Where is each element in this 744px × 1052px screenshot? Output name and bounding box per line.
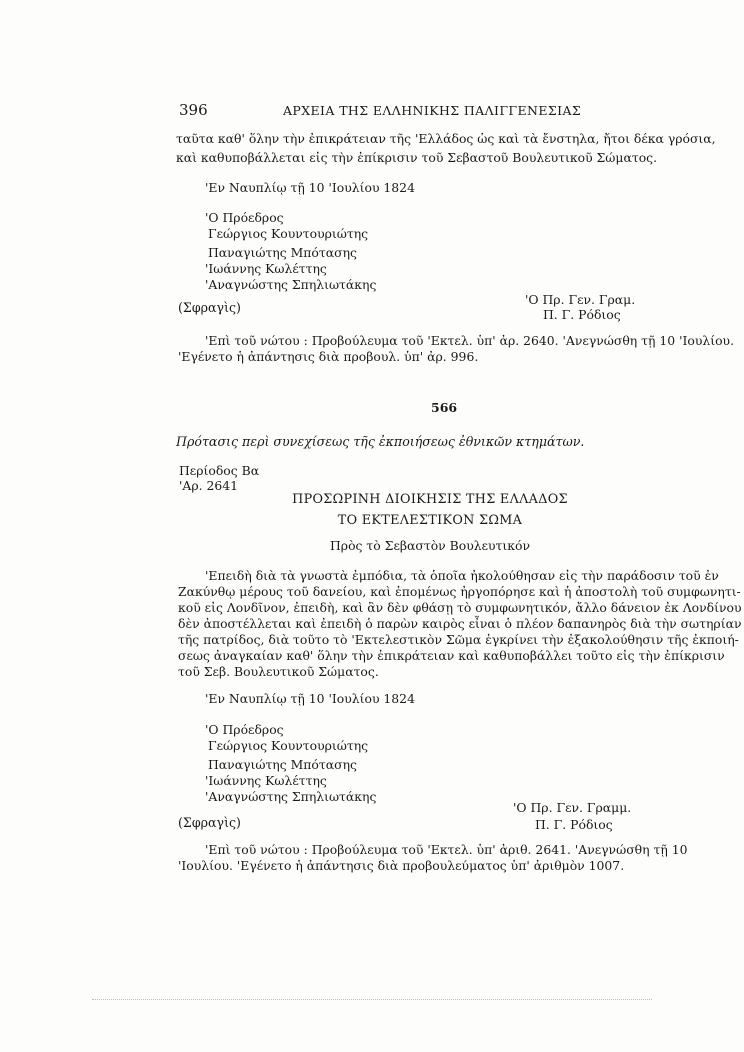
secretary-title: 'Ο Πρ. Γεν. Γραμμ. [513,800,632,815]
member-name: 'Ιωάννης Κωλέττης [205,261,327,276]
back-note-line: 'Εγένετο ἡ ἀπάντησις διὰ προβουλ. ὑπ' ἀρ. 996. [178,349,479,364]
secretary-name: Π. Γ. Ρόδιος [543,307,621,322]
body-line: Ζακύνθῳ μέρους τοῦ δανείου, καὶ ἐπομένως ἠργοπόρησε καὶ ἡ ἀποστολὴ τοῦ συμφωνητι- [178,584,741,599]
president-name: Γεώργιος Κουντουριώτης [208,226,369,241]
body-line: κοῦ εἰς Λονδῖνον, ἐπειδὴ, καὶ ἂν δὲν φθάσῃ τὸ συμφωνητικόν, ἄλλο δάνειον ἐκ Λονδίνου [178,600,742,615]
continuation-line: καὶ καθυποβάλλεται εἰς τὴν ἐπίκρισιν τοῦ Σεβαστοῦ Βουλευτικοῦ Σώματος. [176,150,658,165]
member-name: Παναγιώτης Μπότασης [208,757,357,772]
heading-executive: ΤΟ ΕΚΤΕΛΕΣΤΙΚΟΝ ΣΩΜΑ [337,513,523,528]
back-note-line: 'Επὶ τοῦ νώτου : Προβούλευμα τοῦ 'Εκτελ. ὑπ' ἀριθ. 2641. 'Ανεγνώσθη τῇ 10 [205,842,688,857]
running-title: ΑΡΧΕΙΑ ΤΗΣ ΕΛΛΗΝΙΚΗΣ ΠΑΛΙΓΓΕΝΕΣΙΑΣ [283,103,582,118]
place-date: 'Εν Ναυπλίῳ τῇ 10 'Ιουλίου 1824 [205,691,415,706]
body-line: τοῦ Σεβ. Βουλευτικοῦ Σώματος. [178,664,379,679]
president-title: 'Ο Πρόεδρος [205,722,284,737]
body-line: σεως ἀναγκαίαν καθ' ὅλην τὴν ἐπικράτειαν καὶ καθυποβάλλει τοῦτο εἰς τὴν ἐπίκρισιν [178,648,725,663]
seal-label: (Σφραγὶς) [178,815,241,830]
heading-government: ΠΡΟΣΩΡΙΝΗ ΔΙΟΙΚΗΣΙΣ ΤΗΣ ΕΛΛΑΔΟΣ [292,492,568,507]
continuation-line: ταῦτα καθ' ὅλην τὴν ἐπικράτειαν τῆς 'Ελλάδος ὡς καὶ τὰ ἔνστηλα, ἤτοι δέκα γρόσια, [176,131,716,146]
scan-edge-line [92,999,652,1000]
body-line: δὲν ἀποστέλλεται καὶ ἐπειδὴ ὁ παρὼν καιρὸς εἶναι ὁ πλέον δαπανηρὸς διὰ τὴν σωτηρίαν [178,616,742,631]
seal-label: (Σφραγὶς) [178,300,241,315]
president-title: 'Ο Πρόεδρος [205,210,284,225]
addressee: Πρὸς τὸ Σεβαστὸν Βουλευτικόν [330,538,530,553]
body-line: τῆς πατρίδος, διὰ τοῦτο τὸ 'Εκτελεστικὸν Σῶμα ἐγκρίνει τὴν ἐξακολούθησιν τῆς ἐκποιή- [178,632,739,647]
place-date: 'Εν Ναυπλίῳ τῇ 10 'Ιουλίου 1824 [205,180,415,195]
document-number: 566 [431,400,458,415]
member-name: 'Αναγνώστης Σπηλιωτάκης [205,277,377,292]
reference-number: 'Αρ. 2641 [179,478,239,493]
page-number: 396 [179,101,208,119]
member-name: 'Ιωάννης Κωλέττης [205,773,327,788]
president-name: Γεώργιος Κουντουριώτης [208,738,369,753]
back-note-line: 'Ιουλίου. 'Εγένετο ἡ ἀπάντησις διὰ προβουλεύματος ὑπ' ἀριθμὸν 1007. [178,858,625,873]
member-name: Παναγιώτης Μπότασης [208,245,357,260]
period-label: Περίοδος Βα [179,463,260,478]
body-line: 'Επειδὴ διὰ τὰ γνωστὰ ἐμπόδια, τὰ ὁποῖα ἠκολούθησαν εἰς τὴν παράδοσιν τοῦ ἐν [205,568,719,583]
document-caption: Πρότασις περὶ συνεχίσεως τῆς ἐκποιήσεως ἐθνικῶν κτημάτων. [176,434,585,449]
secretary-name: Π. Γ. Ρόδιος [535,817,613,832]
secretary-title: 'Ο Πρ. Γεν. Γραμ. [525,292,636,307]
back-note-line: 'Επὶ τοῦ νώτου : Προβούλευμα τοῦ 'Εκτελ. ὑπ' ἀρ. 2640. 'Ανεγνώσθη τῇ 10 'Ιουλίου. [205,333,735,348]
member-name: 'Αναγνώστης Σπηλιωτάκης [205,789,377,804]
